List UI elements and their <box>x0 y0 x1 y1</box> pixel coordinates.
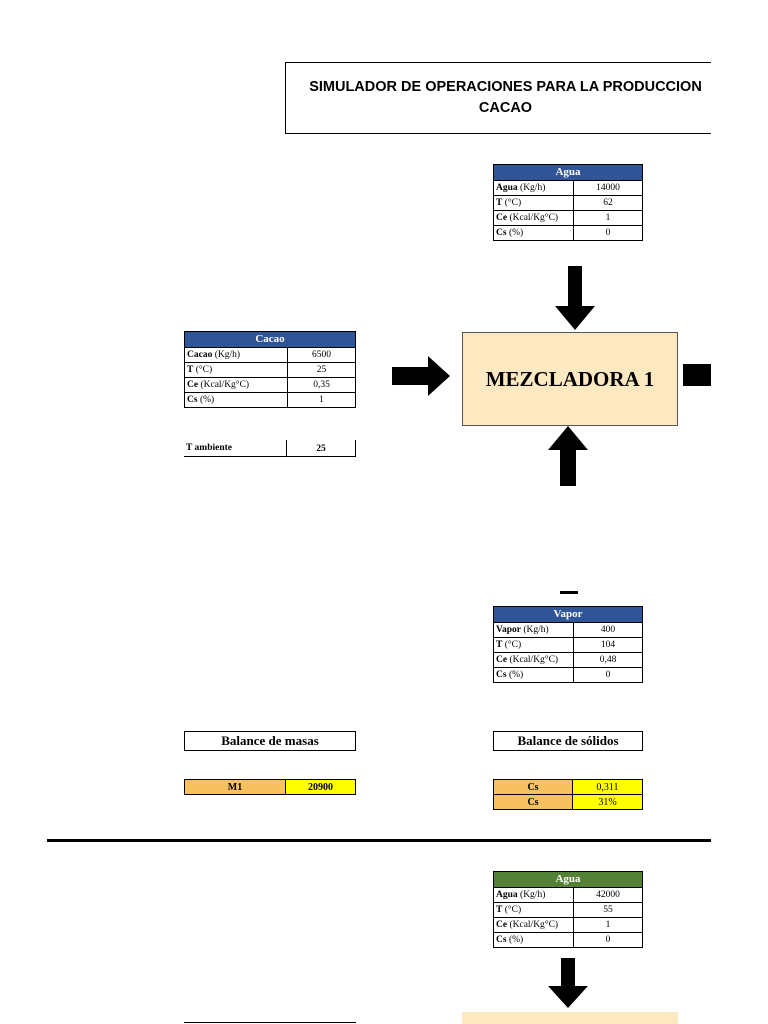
table-row: Ce (Kcal/Kg°C) 1 <box>494 211 643 226</box>
cacao-cs-cell[interactable]: 1 <box>288 393 356 408</box>
table-row: Cacao (Kg/h) 6500 <box>185 348 356 363</box>
m1-value[interactable]: 20900 <box>286 780 356 795</box>
output-arrow-icon <box>683 364 711 386</box>
mixer-label: MEZCLADORA 1 <box>485 366 655 391</box>
arrow-down-2-icon <box>548 958 588 1008</box>
cacao-ce-cell[interactable]: 0,35 <box>288 378 356 393</box>
table-row <box>185 780 356 795</box>
ambient-temp-row <box>184 440 356 457</box>
table-row: T (°C) 62 <box>494 196 643 211</box>
vapor-input-table <box>493 606 643 683</box>
agua-table-header: Agua <box>494 165 643 181</box>
cs-percent-label: Cs <box>494 795 573 810</box>
agua-input-table-2 <box>493 871 643 948</box>
agua-flow-cell[interactable]: 14000 <box>574 181 643 196</box>
m1-label: M1 <box>185 780 286 795</box>
solids-balance-title: Balance de sólidos <box>493 731 643 751</box>
cacao-table-header: Cacao <box>185 332 356 348</box>
table-row: T (°C) 55 <box>494 903 643 918</box>
vapor-flow-cell[interactable]: 400 <box>574 623 643 638</box>
mixer-2-box[interactable] <box>462 1012 678 1024</box>
agua-temp-cell[interactable]: 62 <box>574 196 643 211</box>
table-row <box>494 795 643 810</box>
table-row: Cs (%) 1 <box>185 393 356 408</box>
solids-balance-table <box>493 779 643 810</box>
agua-cs-cell[interactable]: 0 <box>574 226 643 241</box>
agua2-cs-cell[interactable]: 0 <box>574 933 643 948</box>
agua-input-table <box>493 164 643 241</box>
mass-balance-table <box>184 779 356 795</box>
table-row: Ce (Kcal/Kg°C) 0,48 <box>494 653 643 668</box>
cacao-input-table <box>184 331 356 408</box>
agua-ce-cell[interactable]: 1 <box>574 211 643 226</box>
vapor-cs-cell[interactable]: 0 <box>574 668 643 683</box>
agua2-flow-cell[interactable]: 42000 <box>574 888 643 903</box>
table-row: Ce (Kcal/Kg°C) 1 <box>494 918 643 933</box>
cs-percent-value[interactable]: 31% <box>573 795 643 810</box>
table-row: Agua (Kg/h) 14000 <box>494 181 643 196</box>
table-row <box>494 780 643 795</box>
table-row: T (°C) 104 <box>494 638 643 653</box>
cacao-temp-cell[interactable]: 25 <box>288 363 356 378</box>
table-row: T (°C) 25 <box>185 363 356 378</box>
simulator-title <box>285 62 725 134</box>
arrow-up-icon <box>548 426 588 486</box>
cs-label: Cs <box>494 780 573 795</box>
mixer-box[interactable] <box>462 332 678 426</box>
agua-table-2-header: Agua <box>494 872 643 888</box>
ambient-temp-label: T ambiente <box>186 443 233 453</box>
vapor-table-header: Vapor <box>494 607 643 623</box>
table-row: Ce (Kcal/Kg°C) 0,35 <box>185 378 356 393</box>
arrow-right-icon <box>392 356 450 396</box>
mass-balance-title: Balance de masas <box>184 731 356 751</box>
arrow-down-icon <box>555 266 595 330</box>
table-row: Cs (%) 0 <box>494 226 643 241</box>
dash-marker <box>560 591 578 594</box>
title-line-2: CACAO <box>478 100 533 116</box>
cutoff-line <box>184 1022 356 1023</box>
vapor-ce-cell[interactable]: 0,48 <box>574 653 643 668</box>
vapor-temp-cell[interactable]: 104 <box>574 638 643 653</box>
cacao-flow-cell[interactable]: 6500 <box>288 348 356 363</box>
crop-edge <box>711 0 768 1024</box>
section-divider <box>47 839 711 842</box>
table-row: Vapor (Kg/h) 400 <box>494 623 643 638</box>
agua2-temp-cell[interactable]: 55 <box>574 903 643 918</box>
table-row: Cs (%) 0 <box>494 933 643 948</box>
cs-value[interactable]: 0,311 <box>573 780 643 795</box>
agua2-ce-cell[interactable]: 1 <box>574 918 643 933</box>
table-row: Cs (%) 0 <box>494 668 643 683</box>
title-line-1: SIMULADOR DE OPERACIONES PARA LA PRODUCCION <box>309 79 702 95</box>
table-row: Agua (Kg/h) 42000 <box>494 888 643 903</box>
ambient-temp-value[interactable]: 25 <box>286 440 356 456</box>
